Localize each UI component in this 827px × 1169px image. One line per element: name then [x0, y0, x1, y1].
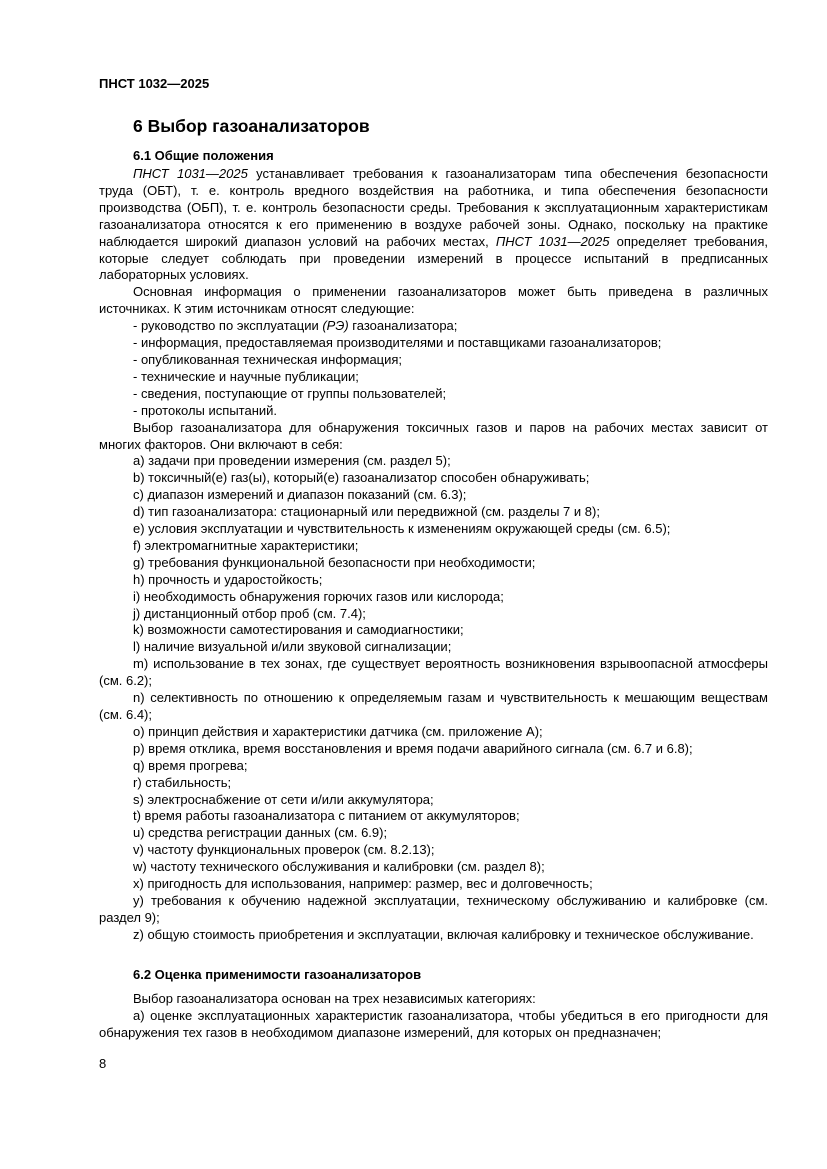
factor-list-item: j) дистанционный отбор проб (см. 7.4); — [133, 605, 366, 621]
paragraph: Основная информация о применении газоанализаторов может быть приведена в различных источниках. К этим источникам относят следующие: — [99, 284, 768, 317]
source-list-item — [99, 335, 768, 352]
page-number: 8 — [99, 1056, 107, 1071]
paragraph: Выбор газоанализатора для обнаружения токсичных газов и паров на рабочих местах зависит от многих факторов. Они включают в себя: — [99, 419, 768, 452]
factor-list-item: d) тип газоанализатора: стационарный или передвижной (см. разделы 7 и 8); — [133, 504, 600, 520]
list-item-text: - руководство по эксплуатации — [133, 318, 323, 334]
reference: ПНСТ 1031—2025 — [495, 233, 610, 249]
factor-list-item: e) условия эксплуатации и чувствительность к изменениям окружающей среды (см. 6.5); — [133, 521, 671, 537]
list-item-text: - сведения, поступающие от группы пользователей; — [133, 385, 447, 401]
paragraph — [99, 166, 768, 284]
factor-list-item: w) частоту технического обслуживания и калибровки (см. раздел 8); — [133, 859, 545, 875]
list-item-text: - протоколы испытаний. — [133, 402, 278, 418]
paragraph: Выбор газоанализатора основан на трех независимых категориях: — [133, 991, 536, 1006]
source-list-item — [99, 318, 768, 335]
source-list-item — [99, 369, 768, 386]
factors-list — [99, 453, 768, 943]
paragraph-text: устанавливает требования к газоанализаторам типа обеспечения безопасности труда (ОБТ), т. е. контроль вредного воздействия на работника, и типа обеспечения безопасности производства (ОБП), т. е. контроль безопасности среды. Требования к эксплуатационным характеристикам газоанализатора относятся к его применению в воздухе рабочей зоны. Однако, поскольку на практике наблюдается широкий диапазон условий на рабочих местах, — [99, 166, 768, 249]
factor-list-item: a) задачи при проведении измерения (см. раздел 5); — [133, 453, 451, 469]
factor-list-item: o) принцип действия и характеристики датчика (см. приложение А); — [133, 723, 543, 739]
factor-list-item: r) стабильность; — [133, 774, 232, 790]
factor-list-item: b) токсичный(е) газ(ы), который(е) газоанализатор способен обнаруживать; — [133, 470, 590, 486]
factor-list-item: l) наличие визуальной и/или звуковой сигнализации; — [133, 639, 452, 655]
factor-list-item: s) электроснабжение от сети и/или аккумулятора; — [133, 791, 434, 807]
section-6-2-body — [99, 991, 768, 1042]
factor-list-item: v) частоту функциональных проверок (см. 8.2.13); — [133, 842, 435, 858]
section-6-1-body — [99, 166, 768, 944]
factor-list-item: x) пригодность для использования, например: размер, вес и долговечность; — [133, 876, 593, 892]
factor-list-item: y) требования к обучению надежной эксплуатации, техническому обслуживанию и калибровке (см. раздел 9); — [99, 892, 768, 925]
sources-list — [99, 318, 768, 419]
factor-list-item: c) диапазон измерений и диапазон показаний (см. 6.3); — [133, 487, 467, 503]
factor-list-item: i) необходимость обнаружения горючих газов или кислорода; — [133, 588, 504, 604]
factor-list-item: q) время прогрева; — [133, 757, 248, 773]
factor-list-item: m) использование в тех зонах, где существует вероятность возникновения взрывоопасной атмосферы (см. 6.2); — [99, 656, 768, 689]
factor-list-item: k) возможности самотестирования и самодиагностики; — [133, 622, 464, 638]
factor-list-item: u) средства регистрации данных (см. 6.9); — [133, 825, 388, 841]
source-list-item — [99, 352, 768, 369]
reference: ПНСТ 1031—2025 — [133, 166, 248, 181]
source-list-item — [99, 403, 768, 420]
factor-list-item: z) общую стоимость приобретения и эксплуатации, включая калибровку и техническое обслуживание. — [133, 926, 754, 942]
list-item-text: - технические и научные публикации; — [133, 368, 359, 384]
list-item-text: газоанализатора; — [348, 318, 458, 334]
paragraph: a) оценке эксплуатационных характеристик газоанализатора, чтобы убедиться в его пригодности для обнаружения тех газов в необходимом диапазоне измерений, для которых он предназначен; — [99, 1007, 768, 1040]
factor-list-item: g) требования функциональной безопасности при необходимости; — [133, 554, 536, 570]
factor-list-item: n) селективность по отношению к определяемым газам и чувствительность к мешающим веществам (см. 6.4); — [99, 690, 768, 722]
factor-list-item: p) время отклика, время восстановления и время подачи аварийного сигнала (см. 6.7 и 6.8); — [133, 740, 693, 756]
factor-list-item: h) прочность и ударостойкость; — [133, 571, 323, 587]
paragraph-text: определяет требования, которые следует соблюдать при проведении измерений в процессе испытаний в предписанных лабораторных условиях. — [99, 233, 768, 283]
factor-list-item: f) электромагнитные характеристики; — [133, 537, 359, 553]
section-title: 6 Выбор газоанализаторов — [133, 116, 370, 136]
document-id: ПНСТ 1032—2025 — [99, 76, 210, 91]
list-item-text: - информация, предоставляемая производителями и поставщиками газоанализаторов; — [133, 335, 662, 351]
list-item-abbrev: (РЭ) — [322, 318, 349, 334]
subsection-title-6-1: 6.1 Общие положения — [133, 148, 274, 163]
source-list-item — [99, 386, 768, 403]
list-item-text: - опубликованная техническая информация; — [133, 351, 403, 367]
subsection-title-6-2: 6.2 Оценка применимости газоанализаторов — [133, 967, 422, 982]
factor-list-item: t) время работы газоанализатора с питанием от аккумуляторов; — [133, 808, 520, 824]
